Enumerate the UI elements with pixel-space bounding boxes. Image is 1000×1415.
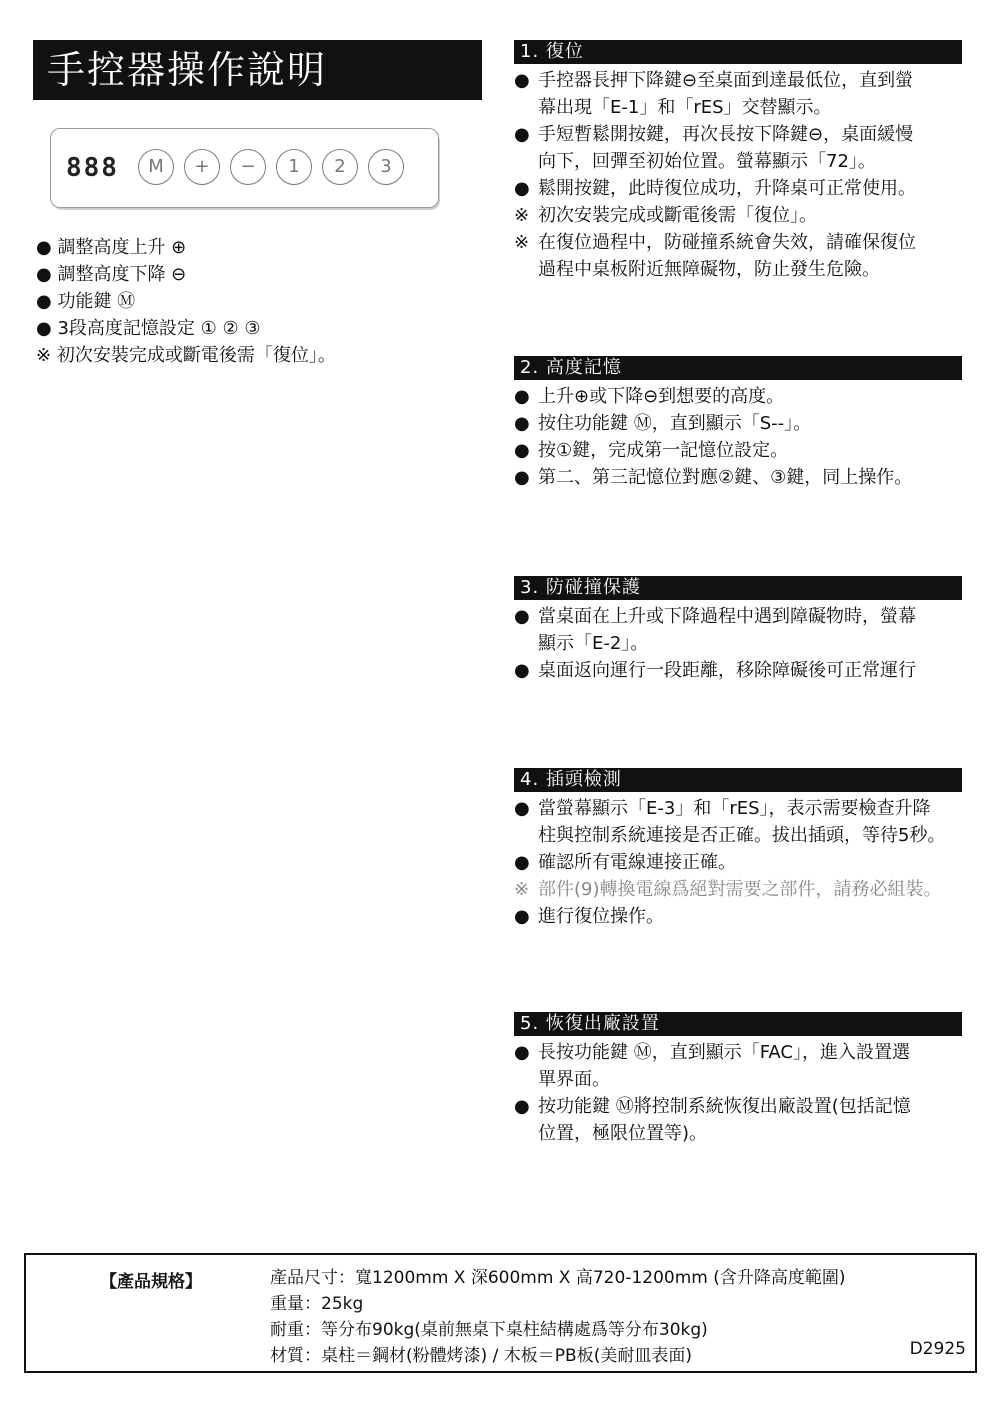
section-reset — [514, 40, 962, 283]
down-key-icon: − — [230, 149, 266, 185]
section-plug-check — [514, 768, 962, 930]
preset-1-key-icon: 1 — [276, 149, 312, 185]
controller-display: 888 — [66, 153, 119, 183]
spec-line: 耐重：等分布90kg(桌前無桌下桌柱結構處爲等分布30kg) — [270, 1320, 708, 1340]
list-item: ● 按①鍵，完成第一記憶位設定。 — [514, 440, 789, 461]
list-item: ● 確認所有電線連接正確。 — [514, 852, 736, 873]
product-code: D2925 — [909, 1339, 966, 1359]
up-key-icon: + — [184, 149, 220, 185]
feature-item: ● 3段高度記憶設定 ① ② ③ — [36, 318, 261, 339]
list-item: ● 手短暫鬆開按鍵，再次長按下降鍵⊖，桌面緩慢 向下，回彈至初始位置。螢幕顯示「72」。 — [514, 124, 914, 172]
section-heading: 4. 插頭檢測 — [514, 768, 962, 792]
section-heading: 2. 高度記憶 — [514, 356, 962, 380]
list-item: ● 按住功能鍵 Ⓜ，直到顯示「S--」。 — [514, 413, 812, 434]
list-item: ● 手控器長押下降鍵⊖至桌面到達最低位，直到螢 幕出現「E-1」和「rES」交替顯示。 — [514, 70, 914, 118]
spec-label: 【產品規格】 — [100, 1272, 202, 1292]
list-note: ※ 部件(9)轉換電線爲絕對需要之部件，請務必組裝。 — [514, 879, 942, 900]
list-note: ※ 在復位過程中，防碰撞系統會失效，請確保復位 過程中桌板附近無障礙物，防止發生危險。 — [514, 232, 916, 280]
list-item: ● 當螢幕顯示「E-3」和「rES」，表示需要檢查升降 柱與控制系統連接是否正確。拔出插頭，等待5秒。 — [514, 798, 946, 846]
list-item: ● 當桌面在上升或下降過程中遇到障礙物時，螢幕 顯示「E-2」。 — [514, 606, 916, 654]
preset-3-key-icon: 3 — [368, 149, 404, 185]
spec-line: 產品尺寸：寬1200mm X 深600mm X 高720-1200mm (含升降高度範圍) — [270, 1268, 846, 1288]
section-heading: 1. 復位 — [514, 40, 962, 64]
list-item: ● 進行復位操作。 — [514, 906, 664, 927]
section-heading: 5. 恢復出廠設置 — [514, 1012, 962, 1036]
list-note: ※ 初次安裝完成或斷電後需「復位」。 — [514, 205, 817, 226]
list-item: ● 按功能鍵 Ⓜ將控制系統恢復出廠設置(包括記憶 位置，極限位置等)。 — [514, 1096, 911, 1144]
section-factory-reset — [514, 1012, 962, 1147]
list-item: ● 桌面返向運行一段距離，移除障礙後可正常運行 — [514, 660, 916, 681]
section-anti-collision — [514, 576, 962, 684]
list-item: ● 上升⊕或下降⊖到想要的高度。 — [514, 386, 785, 407]
feature-item: ● 功能鍵 Ⓜ — [36, 291, 136, 312]
preset-2-key-icon: 2 — [322, 149, 358, 185]
list-item: ● 鬆開按鍵，此時復位成功，升降桌可正常使用。 — [514, 178, 916, 199]
product-spec-box — [24, 1253, 977, 1373]
list-item: ● 第二、第三記憶位對應②鍵、③鍵，同上操作。 — [514, 467, 913, 488]
page-title: 手控器操作說明 — [33, 40, 482, 100]
section-height-memory — [514, 356, 962, 491]
list-item: ● 長按功能鍵 Ⓜ，直到顯示「FAC」，進入設置選 單界面。 — [514, 1042, 910, 1090]
spec-line: 材質：桌柱＝鋼材(粉體烤漆) / 木板＝PB板(美耐皿表面) — [270, 1346, 692, 1366]
section-heading: 3. 防碰撞保護 — [514, 576, 962, 600]
feature-item: ● 調整高度下降 ⊖ — [36, 264, 187, 285]
spec-line: 重量：25kg — [270, 1294, 364, 1314]
memory-key-m-icon: M — [138, 149, 174, 185]
feature-note: ※ 初次安裝完成或斷電後需「復位」。 — [36, 345, 336, 366]
feature-list — [36, 234, 476, 369]
hand-controller-illustration — [50, 128, 439, 208]
feature-item: ● 調整高度上升 ⊕ — [36, 237, 187, 258]
